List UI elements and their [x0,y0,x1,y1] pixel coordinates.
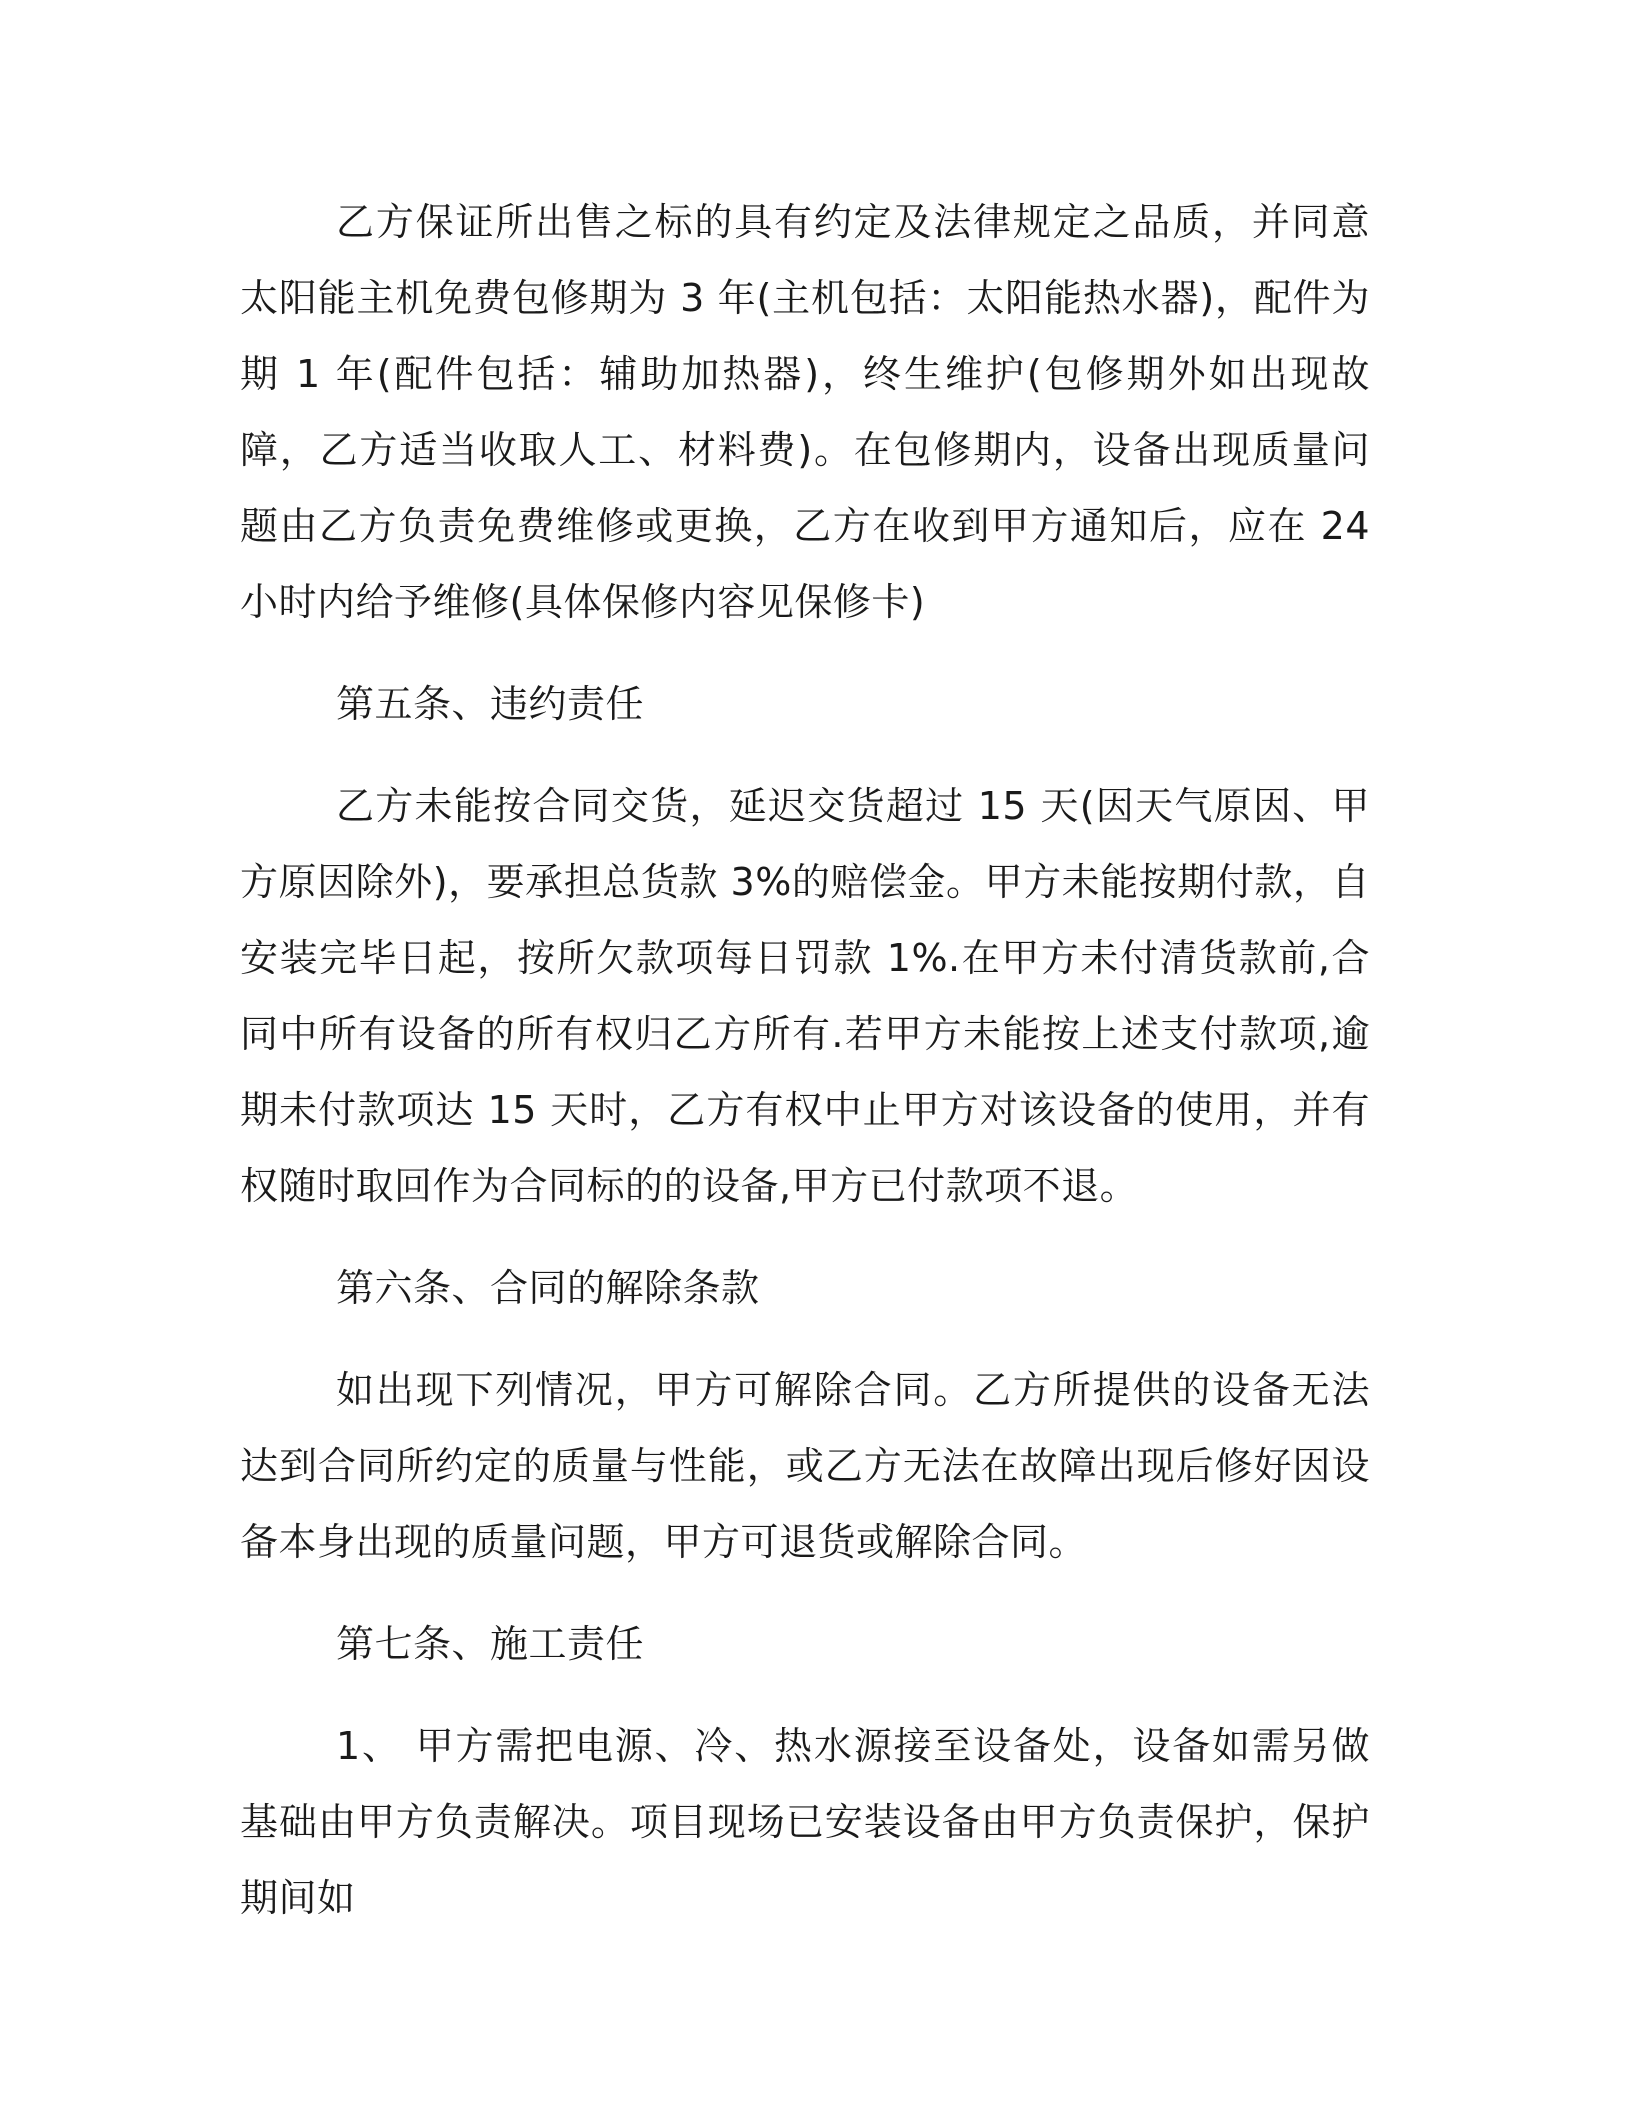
paragraph-spacer [240,1580,1370,1606]
paragraph-spacer [240,742,1370,768]
article-5-heading: 第五条、违约责任 [336,682,645,726]
paragraph-spacer [240,1682,1370,1708]
termination-paragraph: 如出现下列情况，甲方可解除合同。乙方所提供的设备无法达到合同所约定的质量与性能，或乙方无法在故障出现后修好因设备本身出现的质量问题，甲方可退货或解除合同。 [240,1368,1370,1564]
paragraph-spacer [240,1326,1370,1352]
article-7-heading: 第七条、施工责任 [336,1622,645,1666]
paragraph-spacer [240,1224,1370,1250]
breach-liability-paragraph: 乙方未能按合同交货，延迟交货超过 15 天(因天气原因、甲方原因除外)，要承担总货款 3%的赔偿金。甲方未能按期付款，自安装完毕日起，按所欠款项每日罚款 1%.在甲方未付清货款前,合同中所有设备的所有权归乙方所有.若甲方未能按上述支付款项,逾期未付款项达 15 天时，乙方有权中止甲方对该设备的使用，并有权随时取回作为合同标的的设备,甲方已付款项不退。 [240,784,1370,1208]
warranty-paragraph: 乙方保证所出售之标的具有约定及法律规定之品质，并同意太阳能主机免费包修期为 3 年(主机包括：太阳能热水器)，配件为期 1 年(配件包括：辅助加热器)，终生维护(包修期外如出现故障，乙方适当收取人工、材料费)。在包修期内，设备出现质量问题由乙方负责免费维修或更换，乙方在收到甲方通知后，应在 24 小时内给予维修(具体保修内容见保修卡) [240,200,1370,624]
construction-item-1-paragraph: 1、 甲方需把电源、冷、热水源接至设备处，设备如需另做基础由甲方负责解决。项目现场已安装设备由甲方负责保护，保护期间如 [240,1724,1370,1920]
document-body [240,184,1370,1936]
paragraph-spacer [240,640,1370,666]
article-6-heading: 第六条、合同的解除条款 [336,1266,760,1310]
